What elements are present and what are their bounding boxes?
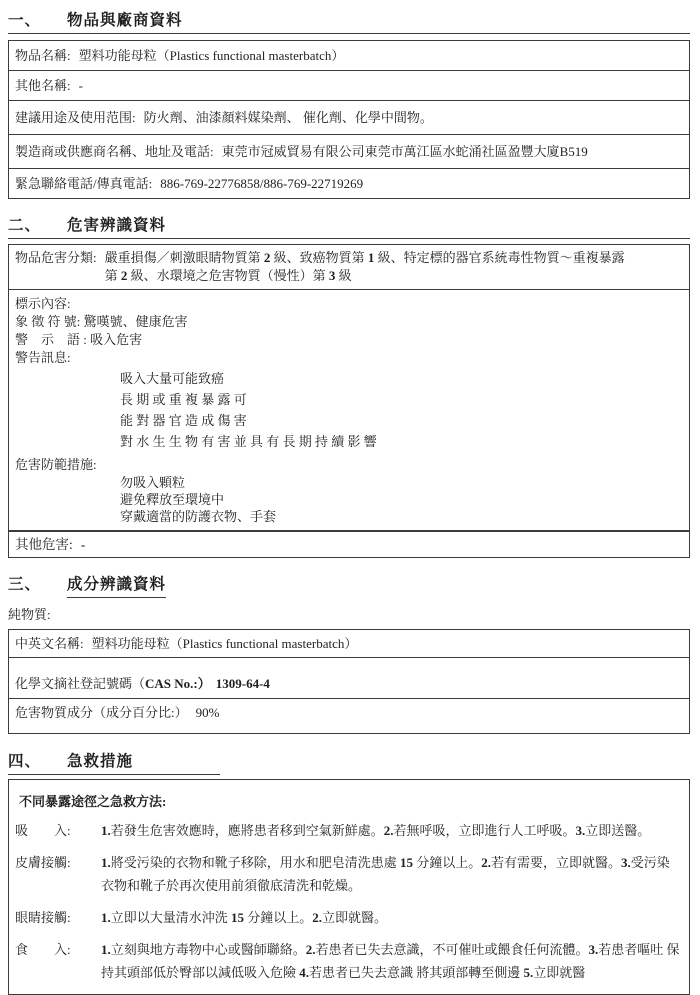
route-text: 1.將受污染的衣物和靴子移除，用水和肥皂清洗患處 15 分鐘以上。2.若有需要，立即就醫。3.受污染衣物和靴子於再次使用前須徹底清洗和乾燥。	[101, 855, 670, 893]
other-hazards-label: 其他危害:	[15, 537, 73, 552]
other-hazards-value: -	[80, 537, 86, 552]
first-aid-route-eye-contact	[15, 906, 681, 929]
cas-label: CAS No.:）	[145, 676, 211, 691]
row-label: 建議用途及使用范围:	[15, 110, 136, 125]
first-aid-table	[8, 779, 690, 995]
section-1-title: 物品與廠商資料	[67, 12, 183, 29]
row-label: 其他名稱:	[15, 78, 71, 93]
table-row-manufacturer	[9, 135, 689, 169]
section-2-number: 二、	[8, 217, 42, 234]
symbol-value: 驚嘆號、健康危害	[83, 314, 188, 329]
table-row-product-name	[9, 41, 689, 71]
route-label: 吸 入:	[15, 823, 71, 838]
section-4-title: 急救措施	[67, 753, 134, 770]
warning-item: 長 期 或 重 複 暴 露 可	[120, 392, 247, 407]
row-value: 90%	[195, 705, 220, 720]
first-aid-route-ingestion	[15, 938, 681, 984]
row-value: 塑料功能母粒（Plastics functional masterbatch）	[78, 48, 345, 63]
hazard-class-line-1: 嚴重損傷／刺激眼睛物質第 2 級、致癌物質第 1 級、特定標的器官系統毒性物質～重複暴露	[104, 250, 625, 265]
row-value: -	[78, 78, 83, 93]
signal-word-value: 吸入危害	[90, 332, 143, 347]
table-row-emergency-phone	[9, 169, 689, 198]
precaution-label: 危害防範措施:	[15, 457, 97, 472]
section-1-number: 一、	[8, 12, 42, 29]
row-value: 防火劑、油漆顏料媒染劑、 催化劑、化學中間物。	[143, 110, 433, 125]
row-label: 緊急聯絡電話/傳真電話:	[15, 176, 153, 191]
hazard-class-line-2: 第 2 級、水環境之危害物質（慢性）第 3 級	[104, 268, 352, 283]
route-label: 眼睛接觸:	[15, 910, 71, 925]
precaution-item: 避免釋放至環境中	[120, 492, 225, 507]
warning-message-label: 警告訊息:	[15, 350, 71, 365]
hazard-percentage-row	[9, 699, 689, 733]
composition-table	[8, 629, 690, 734]
row-label: 中英文名稱:	[15, 636, 84, 651]
label-content-title: 標示內容:	[15, 296, 71, 311]
precaution-item: 勿吸入顆粒	[120, 475, 186, 490]
signal-word-label: 警 示 語 :	[15, 332, 87, 347]
product-supplier-table	[8, 40, 690, 199]
cas-row-prefix: 化學文摘社登記號碼（	[15, 676, 146, 691]
row-label: 物品名稱:	[15, 48, 71, 63]
first-aid-route-skin-contact	[15, 851, 681, 897]
hazard-class-lines	[105, 249, 625, 285]
route-label: 皮膚接觸:	[15, 855, 71, 870]
route-text: 1.立刻與地方毒物中心或醫師聯絡。2.若患者已失去意識，不可催吐或餵食任何流體。3.若患者嘔吐 保持其頭部低於臀部以減低吸入危險 4.若患者已失去意識 將其頭部轉至側邊 5.立即就醫	[101, 942, 680, 980]
hazard-classification-row	[9, 245, 689, 290]
section-4-number: 四、	[8, 753, 42, 770]
row-value: 東莞市冠威貿易有限公司東莞市萬江區水蛇涌社區盈豐大廈B519	[221, 144, 588, 159]
table-row-other-name	[9, 71, 689, 101]
warning-item: 對 水 生 生 物 有 害 並 具 有 長 期 持 續 影 響	[120, 434, 377, 449]
warning-item: 能 對 器 官 造 成 傷 害	[120, 413, 247, 428]
pure-substance-label: 純物質:	[8, 607, 51, 622]
section-1-heading	[8, 8, 690, 34]
section-2-heading	[8, 213, 690, 239]
row-value: 塑料功能母粒（Plastics functional masterbatch）	[91, 636, 358, 651]
row-value: 886-769-22776858/886-769-22719269	[160, 176, 364, 191]
hazard-identification-table	[8, 244, 690, 558]
precaution-item: 穿戴適當的防護衣物、手套	[120, 509, 277, 524]
first-aid-route-inhalation	[15, 819, 681, 842]
other-hazards-row	[9, 532, 689, 557]
symbol-line	[15, 313, 683, 330]
section-4-heading	[8, 749, 690, 775]
row-label: 危害物質成分（成分百分比:）	[15, 705, 188, 720]
route-text: 1.若發生危害效應時，應將患者移到空氣新鮮處。2.若無呼吸，立即進行人工呼吸。3.立即送醫。	[101, 823, 651, 838]
label-content-row	[9, 290, 689, 532]
signal-word-line	[15, 331, 683, 348]
section-3-title: 成分辨識資料	[67, 572, 166, 598]
section-3-heading	[8, 572, 690, 598]
table-row-cn-en-name	[9, 630, 689, 658]
row-label: 製造商或供應商名稱、地址及電話:	[15, 144, 214, 159]
cas-value: 1309-64-4	[215, 676, 270, 691]
first-aid-intro: 不同暴露途徑之急救方法:	[19, 794, 167, 809]
hazard-class-label: 物品危害分類:	[15, 250, 97, 265]
cas-number-row	[9, 658, 689, 699]
table-row-recommended-use	[9, 101, 689, 135]
warning-item: 吸入大量可能致癌	[120, 371, 225, 386]
section-2-title: 危害辨識資料	[67, 217, 167, 234]
section-3-number: 三、	[8, 576, 42, 593]
route-label: 食 入:	[15, 942, 71, 957]
symbol-label: 象 徵 符 號:	[15, 314, 81, 329]
route-text: 1.立即以大量清水沖洗 15 分鐘以上。2.立即就醫。	[101, 910, 388, 925]
